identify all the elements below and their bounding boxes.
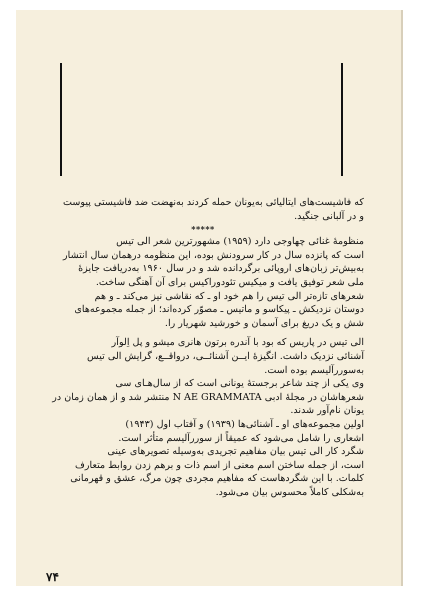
text-line: و در آلبانی جنگید.	[294, 210, 364, 222]
text-line: است، از جمله ساختن اسم معنی از اسم ذات و برهم زدن روابط متعارف	[74, 459, 364, 471]
text-line: به‌سوررآلیسم بوده است.	[264, 364, 364, 376]
text-line: به‌بیش‌تر زبان‌های اروپائی برگردانده شد و در سال ۱۹۶۰ به‌دریافت جایزهٔ	[78, 263, 364, 275]
section-separator: *****	[191, 224, 215, 235]
text-line: شعرهای تازه‌تر الی تیس را هم خود او ـ که نقاشی نیز می‌کند ـ و هم	[94, 290, 364, 302]
image-frame	[60, 63, 343, 176]
text-line: به‌شکلی کاملاً محسوس بیان می‌شود.	[215, 486, 364, 498]
text-line: ملی شعر توفیق یافت و میکیس تئودوراکیس برای آن آهنگی ساخت.	[95, 276, 364, 288]
body-text	[42, 196, 364, 499]
text-line: اولین مجموعه‌های او ـ آشنائی‌ها (۱۹۳۹) و آفتاب اول (۱۹۴۳)	[125, 418, 364, 430]
text-line: دوستان نزدیکش ـ پیکاسو و ماتیس ـ مصوّر کرده‌اند؛ از جمله مجموعه‌های	[74, 304, 364, 316]
text-line: وی یکی از چند شاعر برجستهٔ یونانی است که از سال‌هـای سی	[115, 378, 364, 390]
text-line: که فاشیست‌های ایتالیائی به‌یونان حمله کردند به‌نهضت ضد فاشیستی پیوست	[62, 197, 364, 208]
text-line: الی تیس در پاریس که بود با آندره برتون هانری میشو و پل اِلوآر	[111, 337, 364, 349]
text-line: شگرد کار الی تیس بیان مفاهیم تجریدی به‌وسیله تصویرهای عینی	[107, 446, 364, 458]
text-line: منظومهٔ غنائی چهاوجی دارد (۱۹۵۹) مشهورترین شعر الی تیس	[116, 236, 364, 248]
text-line: شش و یک دریغ برای آسمان و خورشید شهریار را.	[164, 317, 364, 329]
text-line: است که پانزده سال در کار سرودنش بوده، این منظومه درهمان سال انتشار	[63, 249, 364, 261]
text-line: یونان نام‌آور شدند.	[290, 405, 364, 417]
page-number: ۷۴	[46, 570, 59, 584]
text-line: شعرهاشان در مجلهٔ ادبی N AE GRAMMATA منتشر شد و از همان زمان در	[52, 391, 364, 403]
book-page	[16, 10, 403, 586]
text-line: کلمات. با این شگردهاست که مفاهیم مجردی چون مرگ، عشق و قهرمانی	[70, 473, 364, 485]
text-line: اشعاری را شامل می‌شود که عمیقاً از سوررآلیسم متأثر است.	[118, 432, 364, 444]
text-line: آشنائی نزدیک داشت. انگیزهٔ ایــن آشنائــی، درواقــع، گرایش الی تیس	[86, 350, 364, 362]
